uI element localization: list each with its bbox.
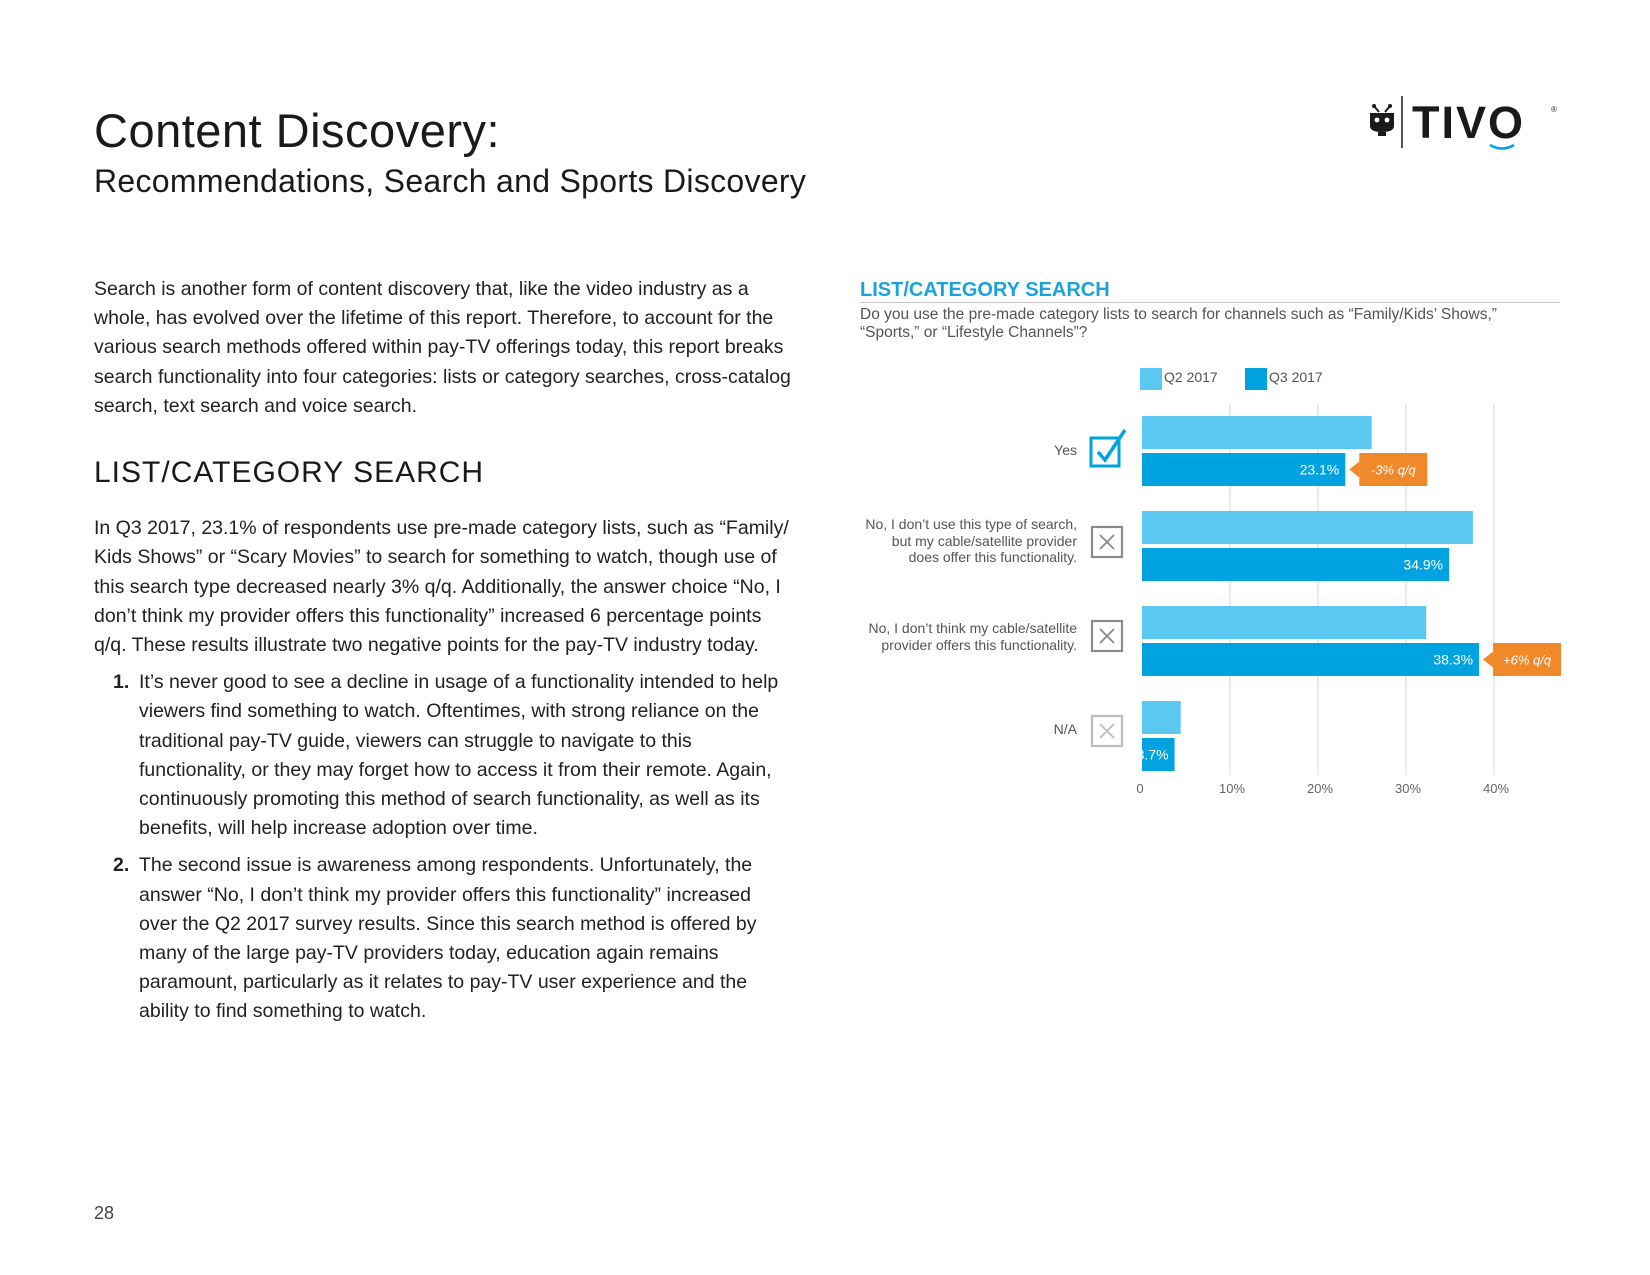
category-label bbox=[1054, 442, 1077, 459]
x-tick-label: 20% bbox=[1306, 781, 1334, 796]
bar-data-label: 34.9% bbox=[1403, 556, 1444, 573]
bar-q2 bbox=[1142, 606, 1426, 639]
category-label-line: No, I don’t think my cable/satellite bbox=[868, 620, 1077, 636]
category-label bbox=[868, 620, 1077, 653]
list-item-text: It’s never good to see a decline in usage of a functionality intended to help viewers find something to watch. Oftentimes, with strong reliance on the traditional pay-TV guide, viewers can struggle to navigate to this functionality, or they may forget how to access it from their remote. Again, continuously promoting this method of search functionality, as well as its benefits, will help increase adoption over time. bbox=[139, 671, 779, 840]
category-label-line: provider offers this functionality. bbox=[881, 636, 1077, 653]
annotation-pointer bbox=[1483, 652, 1493, 668]
bar-q2 bbox=[1142, 511, 1473, 544]
annotation-label: -3% q/q bbox=[1370, 462, 1416, 478]
bar-data-label: 23.1% bbox=[1299, 461, 1340, 478]
page-number: 28 bbox=[94, 1203, 115, 1223]
legend-label-q3: Q3 2017 bbox=[1269, 369, 1323, 385]
chart-title: LIST/CATEGORY SEARCH bbox=[860, 279, 1110, 301]
bar-q2 bbox=[1142, 701, 1181, 734]
x-tick-label: 30% bbox=[1394, 781, 1422, 796]
x-tick-label: 10% bbox=[1218, 781, 1246, 796]
list-number: 2. bbox=[113, 854, 130, 877]
category-label bbox=[865, 516, 1077, 566]
category-label-line: No, I don’t use this type of search, bbox=[865, 516, 1077, 532]
annotation-pointer bbox=[1349, 462, 1359, 478]
findings-paragraph: In Q3 2017, 23.1% of respondents use pre-made category lists, such as “Family/ Kids Shows” or “Scary Movies” to search for something to watch, though use of this search type decreased nearly 3% q/q. Additionally, the answer choice “No, I don’t think my provider offers this functionality” increased 6 percentage points q/q. These results illustrate two negative points for the pay-TV industry today. bbox=[94, 517, 789, 657]
logo-wordmark: TIVO bbox=[1412, 97, 1526, 148]
checkbox-x-faded-icon bbox=[1092, 716, 1122, 746]
bar-data-label: 3.7% bbox=[1136, 746, 1169, 763]
category-label-line: N/A bbox=[1053, 721, 1077, 737]
annotation-label: +6% q/q bbox=[1503, 652, 1552, 668]
category-label bbox=[1054, 721, 1077, 738]
chart-question: Do you use the pre-made category lists to search for channels such as “Family/Kids’ Shows,” “Sports,” or “Lifestyle Channels”? bbox=[860, 306, 1497, 341]
checkbox-x-icon bbox=[1092, 621, 1122, 651]
checkbox-x-icon bbox=[1092, 527, 1122, 557]
category-label-line: Yes bbox=[1054, 442, 1077, 458]
checkbox-checked-icon bbox=[1091, 430, 1125, 466]
legend-label-q2: Q2 2017 bbox=[1164, 369, 1218, 385]
category-label-line: but my cable/satellite provider bbox=[891, 532, 1077, 549]
section-heading: LIST/CATEGORY SEARCH bbox=[94, 456, 485, 490]
bar-data-label: 38.3% bbox=[1433, 651, 1474, 668]
category-label-line: does offer this functionality. bbox=[908, 549, 1077, 565]
registered-mark: ® bbox=[1551, 105, 1557, 114]
page-title: Content Discovery: bbox=[94, 104, 501, 157]
list-item-text: The second issue is awareness among respondents. Unfortunately, the answer “No, I don’t think my provider offers this functionality” increased over the Q2 2017 survey results. Since this search method is offered by many of the large pay-TV providers today, education again remains paramount, particularly as it relates to pay-TV user experience and the ability to find something to watch. bbox=[139, 854, 757, 1023]
list-number: 1. bbox=[113, 671, 130, 694]
x-tick-label: 0 bbox=[1136, 781, 1144, 796]
bar-q2 bbox=[1142, 416, 1372, 449]
intro-paragraph: Search is another form of content discovery that, like the video industry as a whole, has evolved over the lifetime of this report. Therefore, to account for the various search methods offered within pay-TV offerings today, this report breaks search functionality into four categories: lists or category searches, cross-catalog search, text search and voice search. bbox=[94, 278, 791, 417]
bar-q3 bbox=[1142, 643, 1479, 676]
page-subtitle: Recommendations, Search and Sports Discovery bbox=[94, 163, 807, 199]
x-tick-label: 40% bbox=[1482, 781, 1510, 796]
